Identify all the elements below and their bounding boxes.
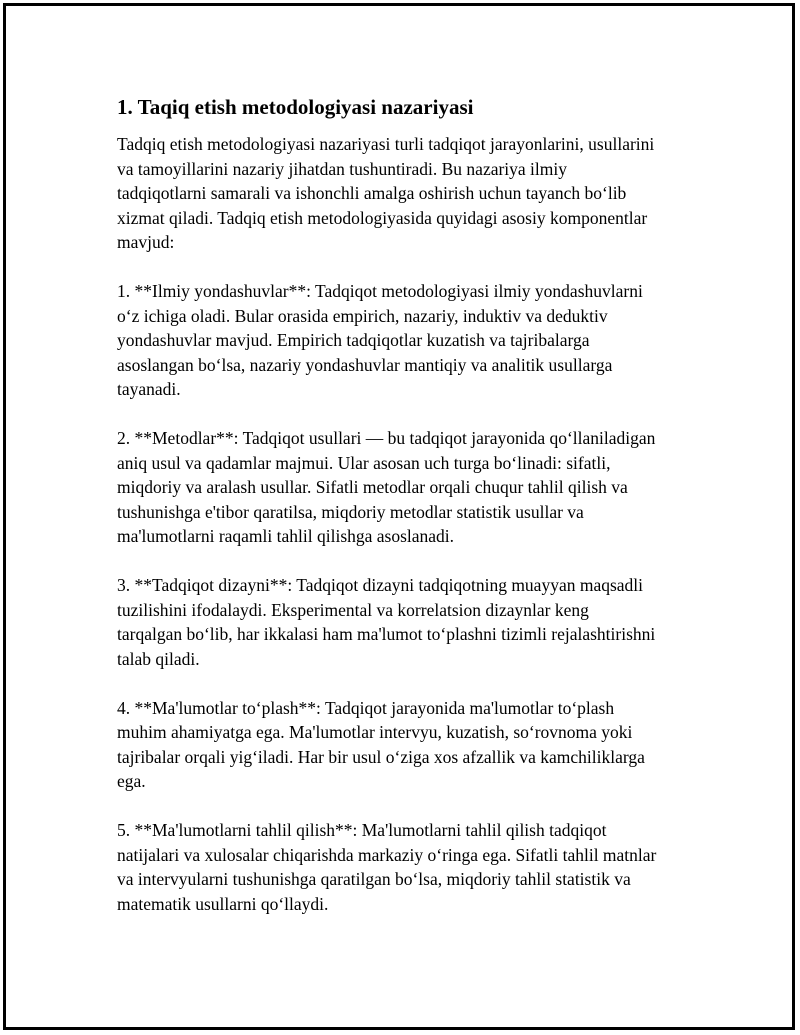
document-content xyxy=(117,92,707,941)
text-line: 2. **Metodlar**: Tadqiqot usullari — bu tadqiqot jarayonida qo‘llaniladigan xyxy=(117,428,656,448)
text-line: 5. **Ma'lumotlarni tahlil qilish**: Ma'lumotlarni tahlil qilish tadqiqot xyxy=(117,820,607,840)
text-line: asoslangan bo‘lsa, nazariy yondashuvlar mantiqiy va analitik usullarga xyxy=(117,354,613,375)
text-line: matematik usullarni qo‘llaydi. xyxy=(117,893,329,914)
text-line: o‘z ichiga oladi. Bular orasida empirich, nazariy, induktiv va deduktiv xyxy=(117,305,608,326)
text-line: tajribalar orqali yig‘iladi. Har bir usul o‘ziga xos afzallik va kamchiliklarga xyxy=(117,746,645,767)
text-line: yondashuvlar mavjud. Empirich tadqiqotlar kuzatish va tajribalarga xyxy=(117,330,590,350)
text-line: mavjud: xyxy=(117,232,175,252)
paragraph-methods xyxy=(117,426,707,549)
paragraph-data-analysis xyxy=(117,818,707,916)
text-line: va tamoyillarini nazariy jihatdan tushuntiradi. Bu nazariya ilmiy xyxy=(117,158,568,179)
text-line: aniq usul va qadamlar majmui. Ular asosan uch turga bo‘linadi: sifatli, xyxy=(117,452,611,473)
text-line: 1. **Ilmiy yondashuvlar**: Tadqiqot metodologiyasi ilmiy yondashuvlarni xyxy=(117,281,643,301)
paragraph-scientific-approaches xyxy=(117,279,707,402)
paragraph-data-collection xyxy=(117,696,707,794)
text-line: tayanadi. xyxy=(117,379,181,399)
text-line: muhim ahamiyatga ega. Ma'lumotlar intervyu, kuzatish, so‘rovnoma yoki xyxy=(117,722,633,742)
text-line: ega. xyxy=(117,771,146,791)
text-line: miqdoriy va aralash usullar. Sifatli metodlar orqali chuqur tahlil qilish va xyxy=(117,477,628,497)
intro-paragraph xyxy=(117,132,707,255)
text-line: 4. **Ma'lumotlar to‘plash**: Tadqiqot jarayonida ma'lumotlar to‘plash xyxy=(117,697,615,718)
text-line: va intervyularni tushunishga qaratilgan bo‘lsa, miqdoriy tahlil statistik va xyxy=(117,869,631,889)
text-line: tushunishga e'tibor qaratilsa, miqdoriy metodlar statistik usullar va xyxy=(117,501,584,522)
text-line: Tadqiq etish metodologiyasi nazariyasi turli tadqiqot jarayonlarini, usullarini xyxy=(117,134,655,154)
text-line: tadqiqotlarni samarali va ishonchli amalga oshirish uchun tayanch bo‘lib xyxy=(117,183,627,203)
paragraph-research-design xyxy=(117,573,707,671)
text-line: tarqalgan bo‘lib, har ikkalasi ham ma'lumot to‘plashni tizimli rejalashtirishni xyxy=(117,624,656,644)
text-line: xizmat qiladi. Tadqiq etish metodologiyasida quyidagi asosiy komponentlar xyxy=(117,207,648,228)
document-title: 1. Taqiq etish metodologiyasi nazariyasi xyxy=(117,95,474,119)
text-line: tuzilishini ifodalaydi. Eksperimental va korrelatsion dizaynlar keng xyxy=(117,599,589,620)
document-body xyxy=(117,132,707,916)
text-line: 3. **Tadqiqot dizayni**: Tadqiqot dizayni tadqiqotning muayyan maqsadli xyxy=(117,575,644,595)
text-line: ma'lumotlarni raqamli tahlil qilishga asoslanadi. xyxy=(117,526,455,546)
text-line: natijalari va xulosalar chiqarishda markaziy o‘ringa ega. Sifatli tahlil matnlar xyxy=(117,844,657,865)
text-line: talab qiladi. xyxy=(117,648,200,669)
